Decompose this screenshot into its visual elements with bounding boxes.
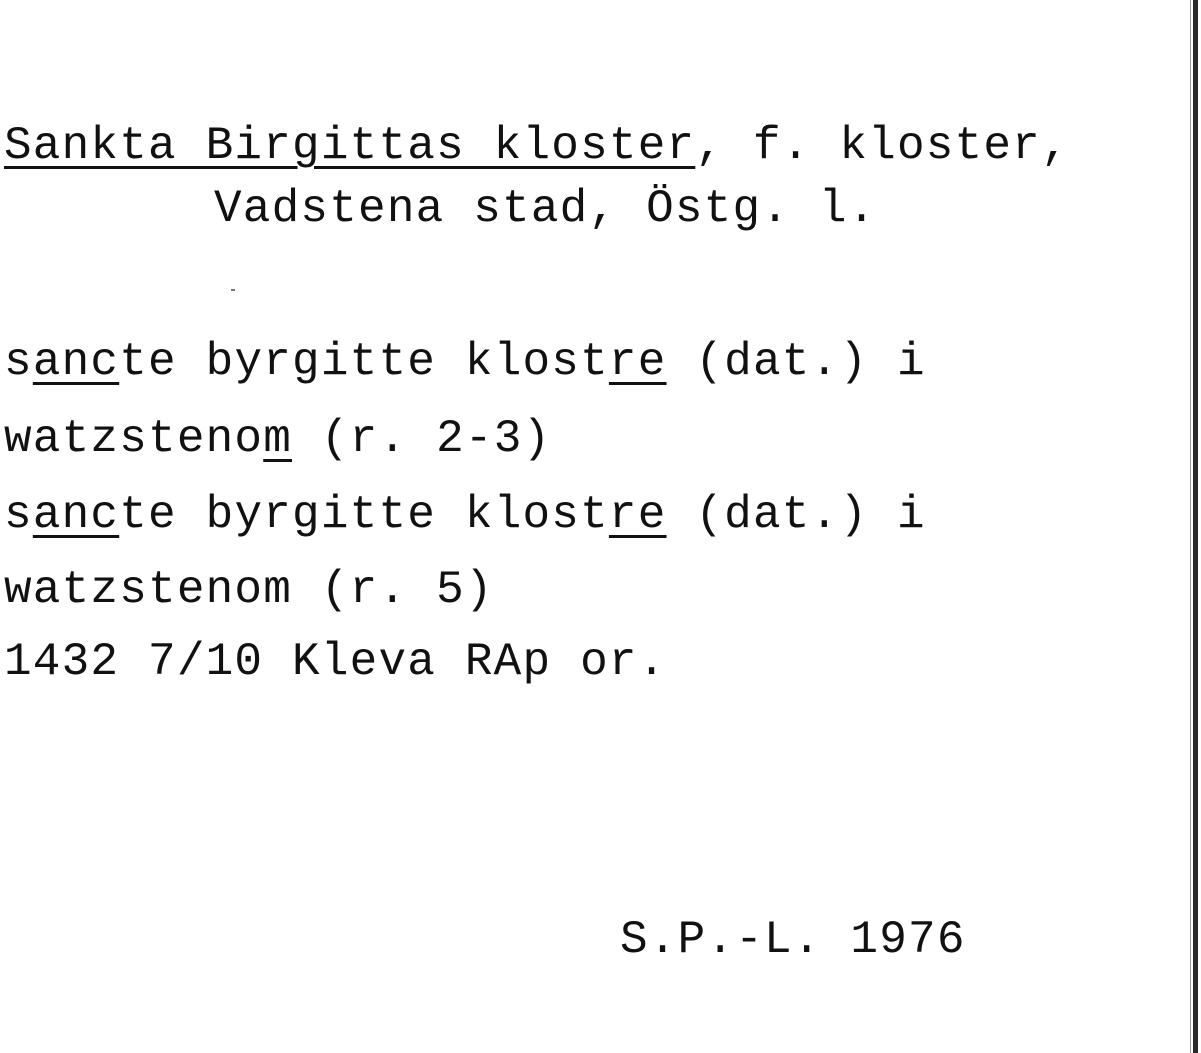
entry-text: s bbox=[4, 336, 33, 388]
source-reference: 1432 7/10 Kleva RAp or. bbox=[4, 636, 667, 688]
heading-line-2: Vadstena stad, Östg. l. bbox=[214, 183, 877, 235]
entry-text: te byrgitte klost bbox=[119, 489, 609, 541]
card-edge bbox=[1193, 0, 1198, 1053]
entry-underlined: re bbox=[608, 489, 667, 541]
entry-underlined: m bbox=[263, 413, 293, 465]
entry-text: te byrgitte klost bbox=[119, 336, 609, 388]
entry-underlined: re bbox=[608, 336, 667, 388]
heading-title: Sankta Birgittas kloster bbox=[4, 120, 696, 172]
stray-mark bbox=[231, 289, 235, 291]
entry-underlined: anc bbox=[32, 336, 120, 388]
entry-text: s bbox=[4, 489, 33, 541]
entry-text: (r. 2-3) bbox=[292, 413, 552, 465]
entry-text: watzsteno bbox=[4, 413, 264, 465]
card-edge-shadow bbox=[1190, 0, 1191, 1053]
heading-title-rest: , f. kloster, bbox=[695, 120, 1070, 172]
heading-line-1 bbox=[4, 118, 1070, 174]
entry-line-1 bbox=[4, 334, 926, 390]
signature: S.P.-L. 1976 bbox=[620, 914, 966, 966]
entry-underlined: anc bbox=[32, 489, 120, 541]
entry-text: (dat.) i bbox=[666, 489, 926, 541]
entry-line-3 bbox=[4, 487, 926, 543]
entry-text: (dat.) i bbox=[666, 336, 926, 388]
entry-line-4: watzstenom (r. 5) bbox=[4, 564, 494, 616]
entry-line-2 bbox=[4, 411, 551, 467]
